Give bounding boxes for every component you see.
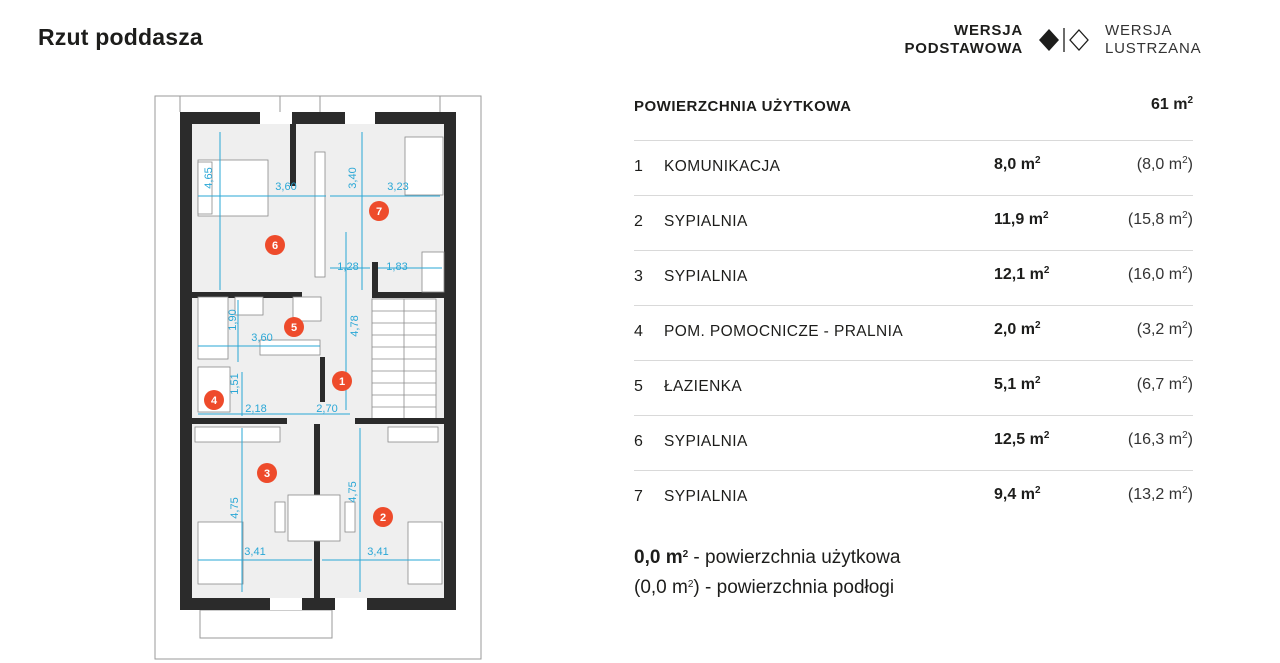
room-usable-area: 2,0 $m^2$ bbox=[994, 320, 1041, 338]
dim-label: 2,70 bbox=[316, 403, 338, 415]
dim-label: 3,40 bbox=[347, 167, 359, 189]
room-number: 3 bbox=[634, 268, 643, 285]
version-toggle[interactable] bbox=[1037, 26, 1091, 54]
dim-label: 4,78 bbox=[349, 315, 361, 337]
room-usable-area: 11,9 $m^2$ bbox=[994, 210, 1049, 228]
room-marker-1 bbox=[332, 371, 352, 391]
room-number: 4 bbox=[634, 323, 643, 340]
room-row bbox=[634, 196, 1193, 251]
version-mirror-option[interactable] bbox=[1105, 22, 1201, 58]
dim-label: 3,60 bbox=[251, 332, 273, 344]
room-name: ŁAZIENKA bbox=[664, 378, 743, 395]
room-floor-area: (16,0 $m^2$) bbox=[1127, 265, 1193, 283]
room-usable-area: 12,5 $m^2$ bbox=[994, 430, 1050, 448]
dim-label: 4,75 bbox=[229, 497, 241, 519]
dim-label: 4,65 bbox=[203, 167, 215, 189]
room-row bbox=[634, 416, 1193, 471]
svg-text:7: 7 bbox=[375, 206, 383, 218]
svg-text:3: 3 bbox=[263, 468, 271, 480]
svg-text:5: 5 bbox=[290, 322, 298, 334]
floor-plan bbox=[150, 92, 490, 663]
room-name: SYPIALNIA bbox=[664, 268, 748, 285]
version-basic-line2: PODSTAWOWA bbox=[904, 40, 1023, 57]
room-usable-area: 9,4 $m^2$ bbox=[994, 485, 1041, 503]
legend-usable-area: 0,0 $m^2$ - powierzchnia użytkowa bbox=[634, 547, 901, 568]
version-basic-option[interactable] bbox=[895, 22, 1023, 58]
room-row bbox=[634, 471, 1193, 525]
svg-text:1: 1 bbox=[338, 376, 346, 388]
version-mirror-line1: WERSJA bbox=[1105, 22, 1173, 39]
room-name: SYPIALNIA bbox=[664, 488, 748, 505]
room-number: 1 bbox=[634, 158, 643, 175]
room-floor-area: (8,0 $m^2$) bbox=[1136, 155, 1193, 173]
version-basic-line1: WERSJA bbox=[954, 22, 1023, 39]
dim-label: 2,18 bbox=[245, 403, 267, 415]
area-summary bbox=[634, 88, 1193, 525]
room-marker-6 bbox=[265, 235, 285, 255]
dim-label: 3,41 bbox=[367, 546, 389, 558]
room-number: 2 bbox=[634, 213, 643, 230]
legend-floor-area: (0,0 $m^2$) - powierzchnia podłogi bbox=[634, 577, 895, 598]
version-switcher bbox=[895, 20, 1202, 64]
room-number: 6 bbox=[634, 433, 643, 450]
room-row bbox=[634, 141, 1193, 196]
outline-diamond-icon[interactable] bbox=[1070, 30, 1088, 50]
room-row bbox=[634, 306, 1193, 361]
dim-label: 1,51 bbox=[229, 373, 241, 395]
svg-text:2: 2 bbox=[379, 512, 387, 524]
page-title: Rzut poddasza bbox=[38, 24, 203, 50]
room-number: 7 bbox=[634, 488, 643, 505]
filled-diamond-icon[interactable] bbox=[1039, 29, 1059, 51]
legend bbox=[634, 543, 900, 603]
room-marker-4 bbox=[204, 390, 224, 410]
room-name: SYPIALNIA bbox=[664, 433, 748, 450]
dim-label: 1,28 bbox=[337, 261, 359, 273]
room-marker-2 bbox=[373, 507, 393, 527]
room-list bbox=[634, 141, 1193, 525]
room-marker-5 bbox=[284, 317, 304, 337]
room-usable-area: 5,1 $m^2$ bbox=[994, 375, 1041, 393]
room-name: POM. POMOCNICZE - PRALNIA bbox=[664, 323, 904, 340]
room-name: KOMUNIKACJA bbox=[664, 158, 781, 175]
svg-text:6: 6 bbox=[271, 240, 279, 252]
room-floor-area: (3,2 $m^2$) bbox=[1136, 320, 1193, 338]
svg-text:4: 4 bbox=[210, 395, 218, 407]
dim-label: 4,75 bbox=[347, 481, 359, 503]
room-number: 5 bbox=[634, 378, 643, 395]
dim-label: 1,83 bbox=[386, 261, 408, 273]
room-floor-area: (15,8 $m^2$) bbox=[1127, 210, 1193, 228]
room-floor-area: (6,7 $m^2$) bbox=[1136, 375, 1193, 393]
dim-label: 3,60 bbox=[275, 181, 297, 193]
room-floor-area: (16,3 $m^2$) bbox=[1127, 430, 1193, 448]
room-name: SYPIALNIA bbox=[664, 213, 748, 230]
room-usable-area: 8,0 $m^2$ bbox=[994, 155, 1041, 173]
room-floor-area: (13,2 $m^2$) bbox=[1127, 485, 1193, 503]
dim-label: 1,90 bbox=[227, 309, 239, 331]
room-usable-area: 12,1 $m^2$ bbox=[994, 265, 1050, 283]
staircase bbox=[372, 299, 436, 419]
dim-label: 3,41 bbox=[244, 546, 266, 558]
version-mirror-line2: LUSTRZANA bbox=[1105, 40, 1202, 57]
room-row bbox=[634, 361, 1193, 416]
summary-total: 61 $m^2$ bbox=[1150, 95, 1193, 113]
dim-label: 3,23 bbox=[387, 181, 409, 193]
room-marker-7 bbox=[369, 201, 389, 221]
room-row bbox=[634, 251, 1193, 306]
summary-header bbox=[634, 88, 1193, 141]
room-marker-3 bbox=[257, 463, 277, 483]
summary-label: POWIERZCHNIA UŻYTKOWA bbox=[634, 98, 852, 115]
